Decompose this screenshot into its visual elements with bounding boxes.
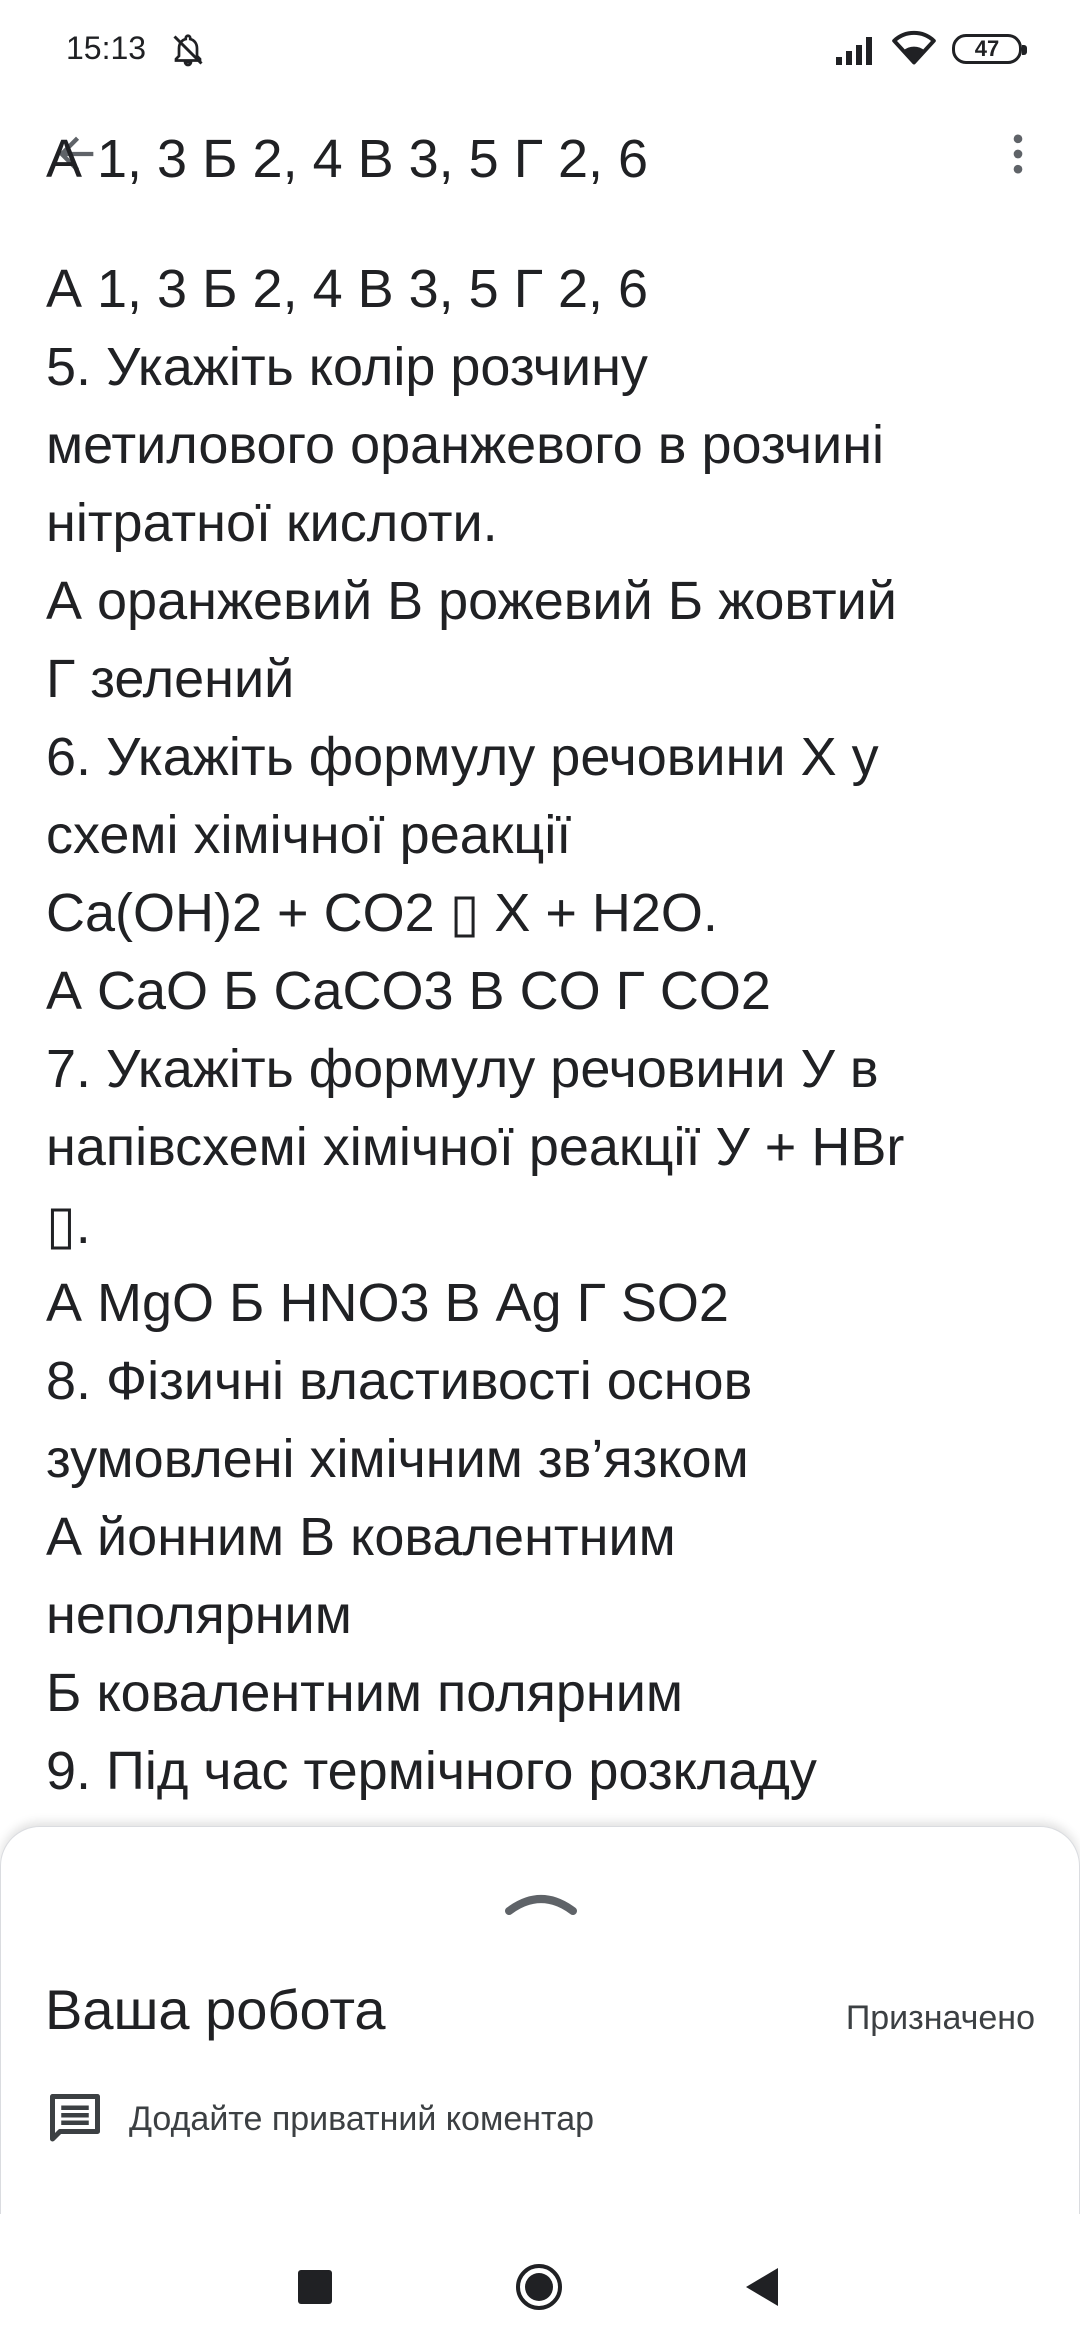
- text-line: зумовлені хімічним зв’язком: [46, 1429, 749, 1489]
- text-line: А йонним В ковалентним: [46, 1507, 676, 1567]
- text-line: неполярним: [46, 1585, 352, 1645]
- text-line: схемі хімічної реакції: [46, 805, 572, 865]
- text-line: А оранжевий В рожевий Б жовтий: [46, 571, 897, 631]
- your-work-sheet[interactable]: [0, 1826, 1080, 2214]
- text-line: 8. Фізичні властивості основ: [46, 1351, 753, 1411]
- status-bar: [0, 0, 1080, 96]
- text-line: метилового оранжевого в розчині: [46, 415, 885, 475]
- text-line: ▯.: [46, 1195, 91, 1255]
- text-line: напівсхемі хімічної реакції У + HBr: [46, 1117, 905, 1177]
- text-line: Ca(OH)2 + CO2 ▯ X + H2O.: [46, 883, 718, 943]
- private-comment-button[interactable]: [45, 2083, 945, 2155]
- expand-handle-icon[interactable]: [501, 1883, 581, 1919]
- recents-square-icon[interactable]: [298, 2270, 332, 2304]
- text-line-partial: А 1, 3 Б 2, 4 В 3, 5 Г 2, 6: [46, 129, 649, 189]
- battery-icon: [952, 34, 1022, 64]
- status-time: 15:13: [66, 30, 147, 66]
- text-line: 5. Укажіть колір розчину: [46, 337, 648, 397]
- home-circle-icon[interactable]: [514, 2262, 564, 2312]
- text-line: нітратної кислоти.: [46, 493, 498, 553]
- text-line: А 1, 3 Б 2, 4 В 3, 5 Г 2, 6: [46, 259, 649, 319]
- comment-icon: [45, 2089, 105, 2149]
- battery-level: 47: [974, 36, 1000, 61]
- private-comment-label: Додайте приватний коментар: [129, 2099, 595, 2138]
- assignment-text: [46, 129, 1046, 1888]
- text-line: А MgO Б HNO3 В Ag Г SO2: [46, 1273, 729, 1333]
- text-line: Б ковалентним полярним: [46, 1663, 684, 1723]
- assignment-content[interactable]: [0, 129, 1080, 1830]
- signal-icon: [836, 32, 880, 66]
- text-line: 7. Укажіть формулу речовини У в: [46, 1039, 879, 1099]
- system-nav-bar: [0, 2214, 1080, 2340]
- text-line: 9. Під час термічного розкладу: [46, 1741, 817, 1801]
- text-line: Г зелений: [46, 649, 295, 709]
- text-line: 6. Укажіть формулу речовини Х у: [46, 727, 879, 787]
- back-triangle-icon[interactable]: [742, 2264, 782, 2310]
- bell-off-icon: [170, 32, 206, 68]
- wifi-icon: [892, 30, 936, 66]
- your-work-title: Ваша робота: [45, 1978, 386, 2041]
- text-line: А CaO Б CaCO3 В CO Г CO2: [46, 961, 771, 1021]
- assignment-status: Призначено: [845, 1999, 1035, 2037]
